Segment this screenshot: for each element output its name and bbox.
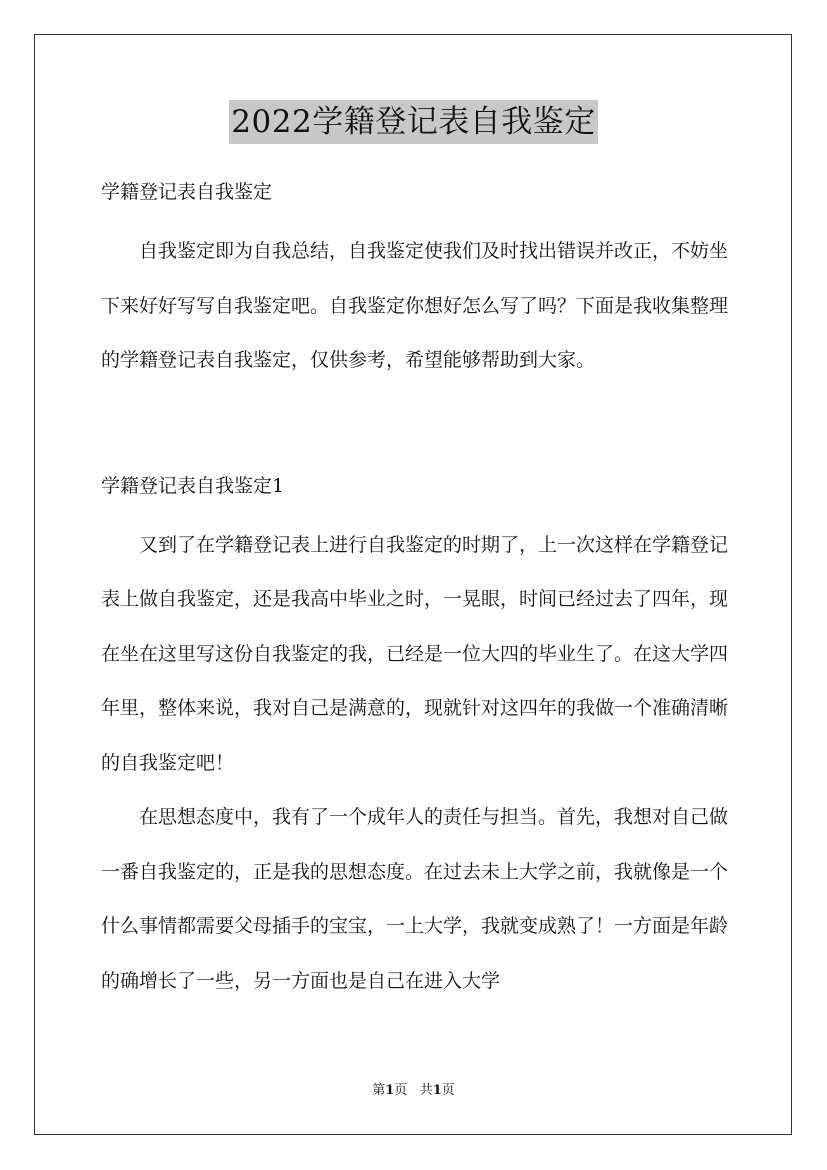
total-label: 共 [419,1083,433,1098]
spacer [101,388,728,464]
section-heading: 学籍登记表自我鉴定 [101,181,273,203]
title-container [0,100,827,144]
section1-heading: 学籍登记表自我鉴定1 [101,474,285,497]
section1-paragraph-2: 在思想态度中，我有了一个成年人的责任与担当。首先，我想对自己做一番自我鉴定的，正是我的思想态度。在过去未上大学之前，我就像是一个什么事情都需要父母插手的宝宝，一上大学，我就变成熟了！一方面是年龄的确增长了一些，另一方面也是自己在进入大学 [101,806,729,992]
page-unit: 页 [394,1083,408,1098]
intro-paragraph: 自我鉴定即为自我总结，自我鉴定使我们及时找出错误并改正，不妨坐下来好好写写自我鉴定吧。自我鉴定你想好怎么写了吗？下面是我收集整理的学籍登记表自我鉴定，仅供参考，希望能够帮助到大家。 [101,240,729,371]
document-body [101,170,728,1008]
section1-paragraph-1: 又到了在学籍登记表上进行自我鉴定的时期了，上一次这样在学籍登记表上做自我鉴定，还是我高中毕业之时，一晃眼，时间已经过去了四年，现在坐在这里写这份自我鉴定的我，已经是一位大四的毕业生了。在这大学四年里，整体来说，我对自己是满意的，现就针对这四年的我做一个准确清晰的自我鉴定吧！ [101,533,729,774]
page-number: 1 [385,1083,395,1098]
document-title: 2022学籍登记表自我鉴定 [229,100,597,144]
page-label: 第 [372,1083,386,1098]
total-pages: 1 [432,1083,442,1098]
total-unit: 页 [441,1083,455,1098]
page-footer [0,1081,827,1101]
